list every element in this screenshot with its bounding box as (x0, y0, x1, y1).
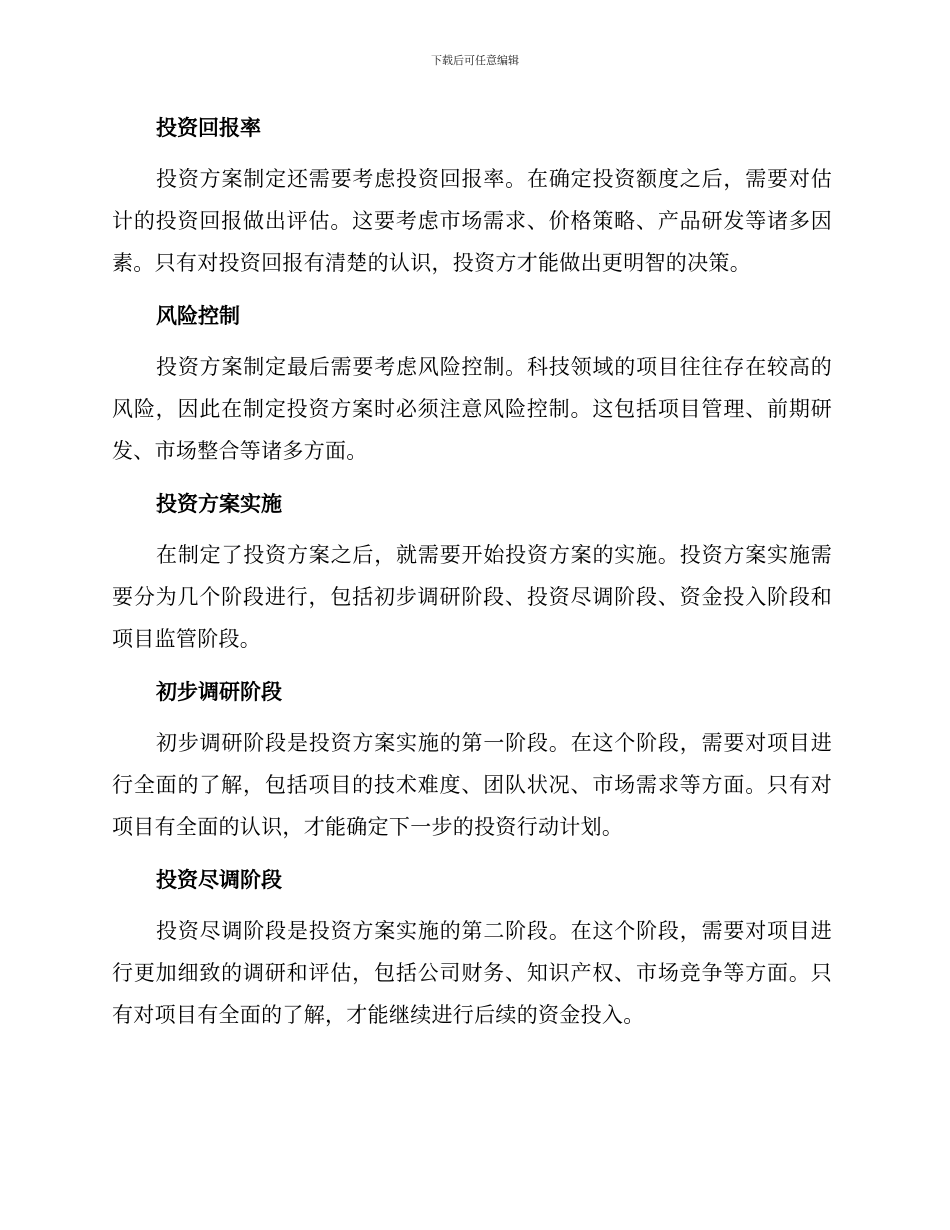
section-paragraph: 投资尽调阶段是投资方案实施的第二阶段。在这个阶段，需要对项目进行更加细致的调研和评估，包括公司财务、知识产权、市场竞争等方面。只有对项目有全面的了解，才能继续进行后续的资金投入。 (112, 919, 832, 1027)
section-heading: 投资尽调阶段 (156, 868, 282, 892)
section-investment-return (112, 108, 832, 284)
section-paragraph: 在制定了投资方案之后，就需要开始投资方案的实施。投资方案实施需要分为几个阶段进行，包括初步调研阶段、投资尽调阶段、资金投入阶段和项目监管阶段。 (112, 543, 832, 651)
section-due-diligence (112, 860, 832, 1036)
page-header: 下载后可任意编辑 (431, 54, 519, 67)
section-paragraph: 投资方案制定还需要考虑投资回报率。在确定投资额度之后，需要对估计的投资回报做出评估。这要考虑市场需求、价格策略、产品研发等诸多因素。只有对投资回报有清楚的认识，投资方才能做出更明智的决策。 (112, 167, 832, 275)
section-plan-implementation (112, 484, 832, 660)
document-content (112, 108, 832, 1048)
section-heading: 投资回报率 (156, 116, 261, 140)
section-paragraph: 投资方案制定最后需要考虑风险控制。科技领域的项目往往存在较高的风险，因此在制定投资方案时必须注意风险控制。这包括项目管理、前期研发、市场整合等诸多方面。 (112, 355, 832, 463)
section-heading: 初步调研阶段 (156, 680, 282, 704)
section-heading: 风险控制 (156, 304, 240, 328)
section-heading: 投资方案实施 (156, 492, 282, 516)
section-paragraph: 初步调研阶段是投资方案实施的第一阶段。在这个阶段，需要对项目进行全面的了解，包括项目的技术难度、团队状况、市场需求等方面。只有对项目有全面的认识，才能确定下一步的投资行动计划。 (112, 731, 832, 839)
section-risk-control (112, 296, 832, 472)
section-preliminary-research (112, 672, 832, 848)
